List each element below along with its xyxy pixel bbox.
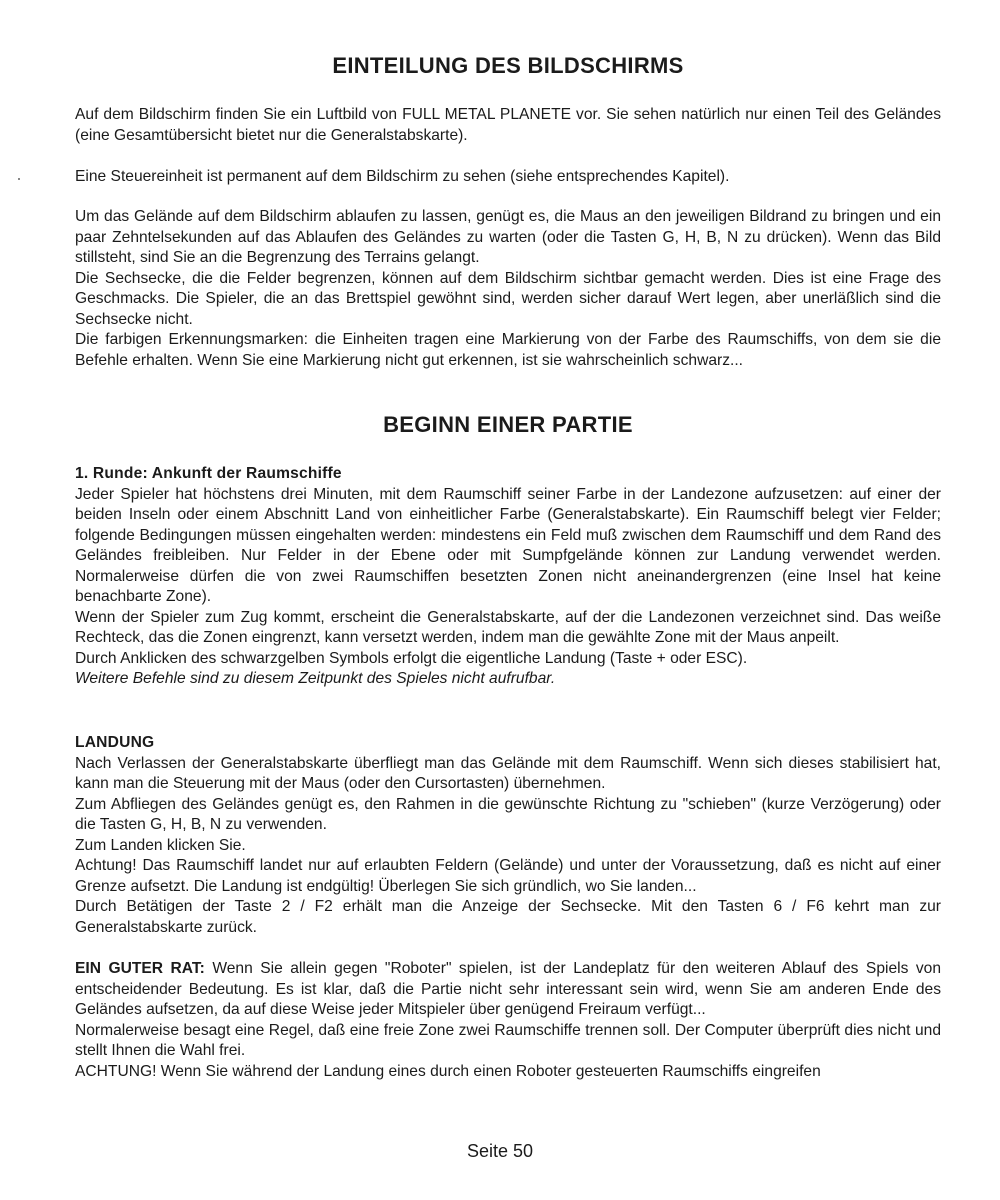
round-one-section: [75, 464, 941, 690]
paragraph-text: Um das Gelände auf dem Bildschirm ablaufen zu lassen, genügt es, die Maus an den jeweiligen Bildrand zu bringen und ein paar Zehntelsekunden auf das Ablaufen des Geländes zu warten (oder die Tasten G, H, B, N zu drücken). Wenn das Bild stillsteht, sind Sie an die Begrenzung des Terrains gelangt.: [75, 208, 941, 266]
paragraph: [75, 167, 941, 188]
paragraph-text: Eine Steuereinheit ist permanent auf dem Bildschirm zu sehen (siehe entsprechendes Kapitel).: [75, 168, 730, 185]
paragraph-text: Die farbigen Erkennungsmarken: die Einheiten tragen eine Markierung von der Farbe des Raumschiffs, von dem sie die Befehle erhalten. Wenn Sie eine Markierung nicht gut erkennen, ist sie wahrscheinlich schwarz...: [75, 331, 941, 369]
paragraph-text: Achtung! Das Raumschiff landet nur auf erlaubten Feldern (Gelände) und unter der Voraussetzung, daß es nicht auf einer Grenze aufsetzt. Die Landung ist endgültig! Überlegen Sie sich gründlich, wo Sie landen...: [75, 857, 941, 895]
subheading-runde: 1. Runde: Ankunft der Raumschiffe: [75, 465, 342, 482]
paragraph-group: [75, 207, 941, 371]
paragraph-text: Durch Anklicken des schwarzgelben Symbols erfolgt die eigentliche Landung (Taste + oder ESC).: [75, 649, 748, 667]
paragraph-text: Normalerweise besagt eine Regel, daß eine freie Zone zwei Raumschiffe trennen soll. Der Computer überprüft dies nicht und stellt Ihnen die Wahl frei.: [75, 1021, 941, 1059]
section-title-einteilung: EINTEILUNG DES BILDSCHIRMS: [332, 53, 684, 78]
tip-paragraph: [75, 959, 941, 1021]
page-number: Seite 50: [466, 1141, 534, 1161]
paragraph-text: Durch Betätigen der Taste 2 / F2 erhält man die Anzeige der Sechsecke. Mit den Tasten 6 / F6 kehrt man zur Generalstabskarte zurück.: [75, 898, 941, 936]
italic-note: Weitere Befehle sind zu diesem Zeitpunkt des Spieles nicht aufrufbar.: [75, 670, 556, 687]
paragraph-text: Wenn der Spieler zum Zug kommt, erscheint die Generalstabskarte, auf der die Landezonen verzeichnet sind. Das weiße Rechteck, das die Zonen eingrenzt, kann versetzt werden, indem man die gewählte Zone mit der Maus anpeilt.: [75, 608, 941, 646]
paragraph-text: Nach Verlassen der Generalstabskarte überfliegt man das Gelände mit dem Raumschiff. Wenn sich dieses stabilisiert hat, kann man die Steuerung mit der Maus (oder den Cursortasten) übernehmen.: [75, 754, 941, 792]
paragraph-text: Auf dem Bildschirm finden Sie ein Luftbild von FULL METAL PLANETE vor. Sie sehen natürlich nur einen Teil des Geländes (eine Gesamtübersicht bietet nur die Generalstabskarte).: [75, 106, 941, 144]
subheading-landung: LANDUNG: [75, 734, 155, 751]
scan-speck: [18, 178, 20, 180]
landing-section: [75, 733, 941, 938]
paragraph-text: Zum Landen klicken Sie.: [75, 836, 246, 854]
tip-section: [75, 959, 941, 1082]
paragraph-text: Zum Abfliegen des Geländes genügt es, den Rahmen in die gewünschte Richtung zu "schieben" (kurze Verzögerung) oder die Tasten G, H, B, N zu verwenden.: [75, 795, 941, 833]
paragraph-text: Die Sechsecke, die die Felder begrenzen, können auf dem Bildschirm sichtbar gemacht werden. Dies ist eine Frage des Geschmacks. Die Spieler, die an das Brettspiel gewöhnt sind, werden sicher darauf Wert legen, aber unerläßlich sind die Sechsecke nicht.: [75, 269, 941, 328]
paragraph: [75, 105, 941, 146]
paragraph-text: Jeder Spieler hat höchstens drei Minuten, mit dem Raumschiff seiner Farbe in der Landezone aufzusetzen: auf einer der beiden Inseln oder einem Abschnitt Land von einheitlicher Farbe (Generalstabskarte). Ein Raumschiff belegt vier Felder; folgende Bedingungen müssen eingehalten werden: mindestens ein Feld muß zwischen dem Raumschiff und dem Rand des Geländes freibleiben. Nur Felder in der Ebene oder mit Sumpfgelände können zur Landung verwendet werden. Normalerweise dürfen die von zwei Raumschiffen besetzten Zonen nicht aneinandergrenzen (eine Insel hat keine benachbarte Zone).: [75, 485, 941, 605]
section-title-beginn: BEGINN EINER PARTIE: [383, 412, 633, 437]
tip-text: Wenn Sie allein gegen "Roboter" spielen, ist der Landeplatz für den weiteren Ablauf des Spiels von entscheidender Bedeutung. Es ist klar, daß die Partie nicht sehr interessant sein wird, wenn Sie am anderen Ende des Geländes aufsetzen, da auf diese Weise jeder Mitspieler über genügend Freiraum verfügt...: [75, 960, 941, 1018]
paragraph-text: ACHTUNG! Wenn Sie während der Landung eines durch einen Roboter gesteuerten Raumschiffs eingreifen: [75, 1062, 821, 1080]
tip-lead: EIN GUTER RAT:: [75, 960, 205, 977]
